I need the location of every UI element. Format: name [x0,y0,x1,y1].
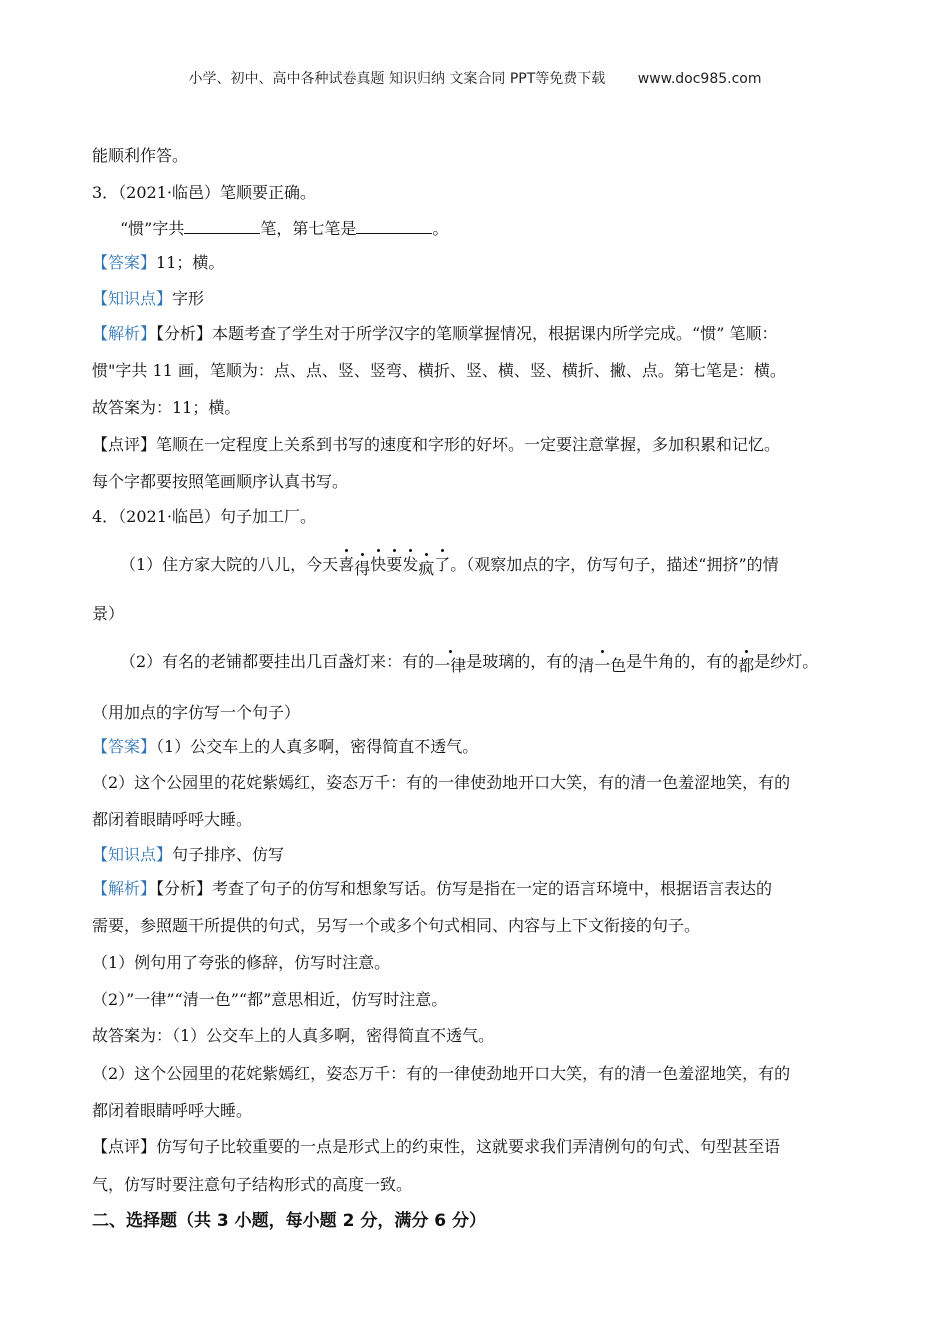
dotted-char: 快 [370,555,387,574]
text-line: （2）”一律”“清一色”“都”意思相近，仿写时注意。 [92,990,448,1009]
dotted-word: 都 [738,656,755,675]
knowledge-point-line: 【知识点】字形 [92,289,205,308]
text-line: 需要，参照题干所提供的句式，另写一个或多个句式相同、内容与上下文衔接的句子。 [92,916,701,935]
text-line: （用加点的字仿写一个句子） [92,703,301,722]
text-line: 都闭着眼睛呼呼大睡。 [92,810,253,829]
knowledge-label: 【知识点】 [92,289,173,308]
text-line: （2）这个公园里的花姹紫嫣红，姿态万千：有的一律使劲地开口大笑，有的清一色羞涩地笑，有的 [92,773,791,792]
text-line: 惯"字共 11 画，笔顺为：点、点、竖、竖弯、横折、竖、横、竖、横折、撇、点。第七笔是：横。 [92,361,786,380]
text-line: 故答案为：11；横。 [92,398,241,417]
question-4-title: 4．（2021·临邑）句子加工厂。 [92,507,316,526]
answer-label: 【答案】 [92,253,157,272]
text-line: （2）这个公园里的花姹紫嫣红，姿态万千：有的一律使劲地开口大笑，有的清一色羞涩地笑，有的 [92,1064,791,1083]
dotted-word: 一律 [434,656,467,675]
answer-blank[interactable] [356,219,432,234]
page-header [0,68,950,88]
section-heading: 二、选择题（共 3 小题，每小题 2 分，满分 6 分） [92,1211,486,1231]
text-line: 景） [92,604,125,623]
knowledge-point-line: 【知识点】句子排序、仿写 [92,845,285,864]
text-line: （1）例句用了夸张的修辞，仿写时注意。 [92,953,391,972]
dotted-char: 得 [354,559,371,578]
text-line: 每个字都要按照笔画顺序认真书写。 [92,472,349,491]
dotted-char: 要 [386,555,403,574]
answer-line: 【答案】11；横。 [92,253,225,272]
question-3-prompt: “惯”字共 笔，第七笔是 。 [120,219,449,238]
dotted-char: 喜 [338,555,355,574]
comment-line: 【点评】仿写句子比较重要的一点是形式上的约束性，这就要求我们弄清例句的句式、句型甚至语 [92,1137,781,1156]
answer-blank[interactable] [184,219,260,234]
knowledge-label: 【知识点】 [92,845,173,864]
text-line: 都闭着眼睛呼呼大睡。 [92,1101,253,1120]
header-text: 小学、初中、高中各种试卷真题 知识归纳 文案合同 PPT等免费下载 [188,71,606,87]
header-url[interactable]: www.doc985.com [637,71,762,87]
analysis-line: 【解析】【分析】考查了句子的仿写和想象写话。仿写是指在一定的语言环境中，根据语言表达的 [92,879,773,898]
question-4-part-2: （2）有名的老铺都要挂出几百盏灯来：有的一律是玻璃的，有的清一色是牛角的，有的都是纱灯。 [120,652,819,675]
dotted-char: 发 [402,555,419,574]
dotted-word: 清一色 [578,656,627,675]
answer-label: 【答案】 [92,737,157,756]
analysis-label: 【解析】 [92,324,157,343]
text-line: 故答案为：（1）公交车上的人真多啊，密得简直不透气。 [92,1026,495,1045]
answer-line: 【答案】（1）公交车上的人真多啊，密得简直不透气。 [92,737,479,756]
text-line: 气，仿写时要注意句子结构形式的高度一致。 [92,1175,413,1194]
analysis-label: 【解析】 [92,879,157,898]
comment-line: 【点评】笔顺在一定程度上关系到书写的速度和字形的好坏。一定要注意掌握，多加积累和记忆。 [92,435,781,454]
dotted-char: 了 [434,555,451,574]
question-4-part-1: （1）住方家大院的八儿，今天喜得快要发疯了。（观察加点的字，仿写句子，描述“拥挤”的情 [120,555,779,578]
question-3-title: 3．（2021·临邑）笔顺要正确。 [92,183,316,202]
analysis-line: 【解析】【分析】本题考查了学生对于所学汉字的笔顺掌握情况，根据课内所学完成。“惯” 笔顺： [92,324,778,343]
text-line: 能顺利作答。 [92,146,189,165]
dotted-char: 疯 [418,559,435,578]
